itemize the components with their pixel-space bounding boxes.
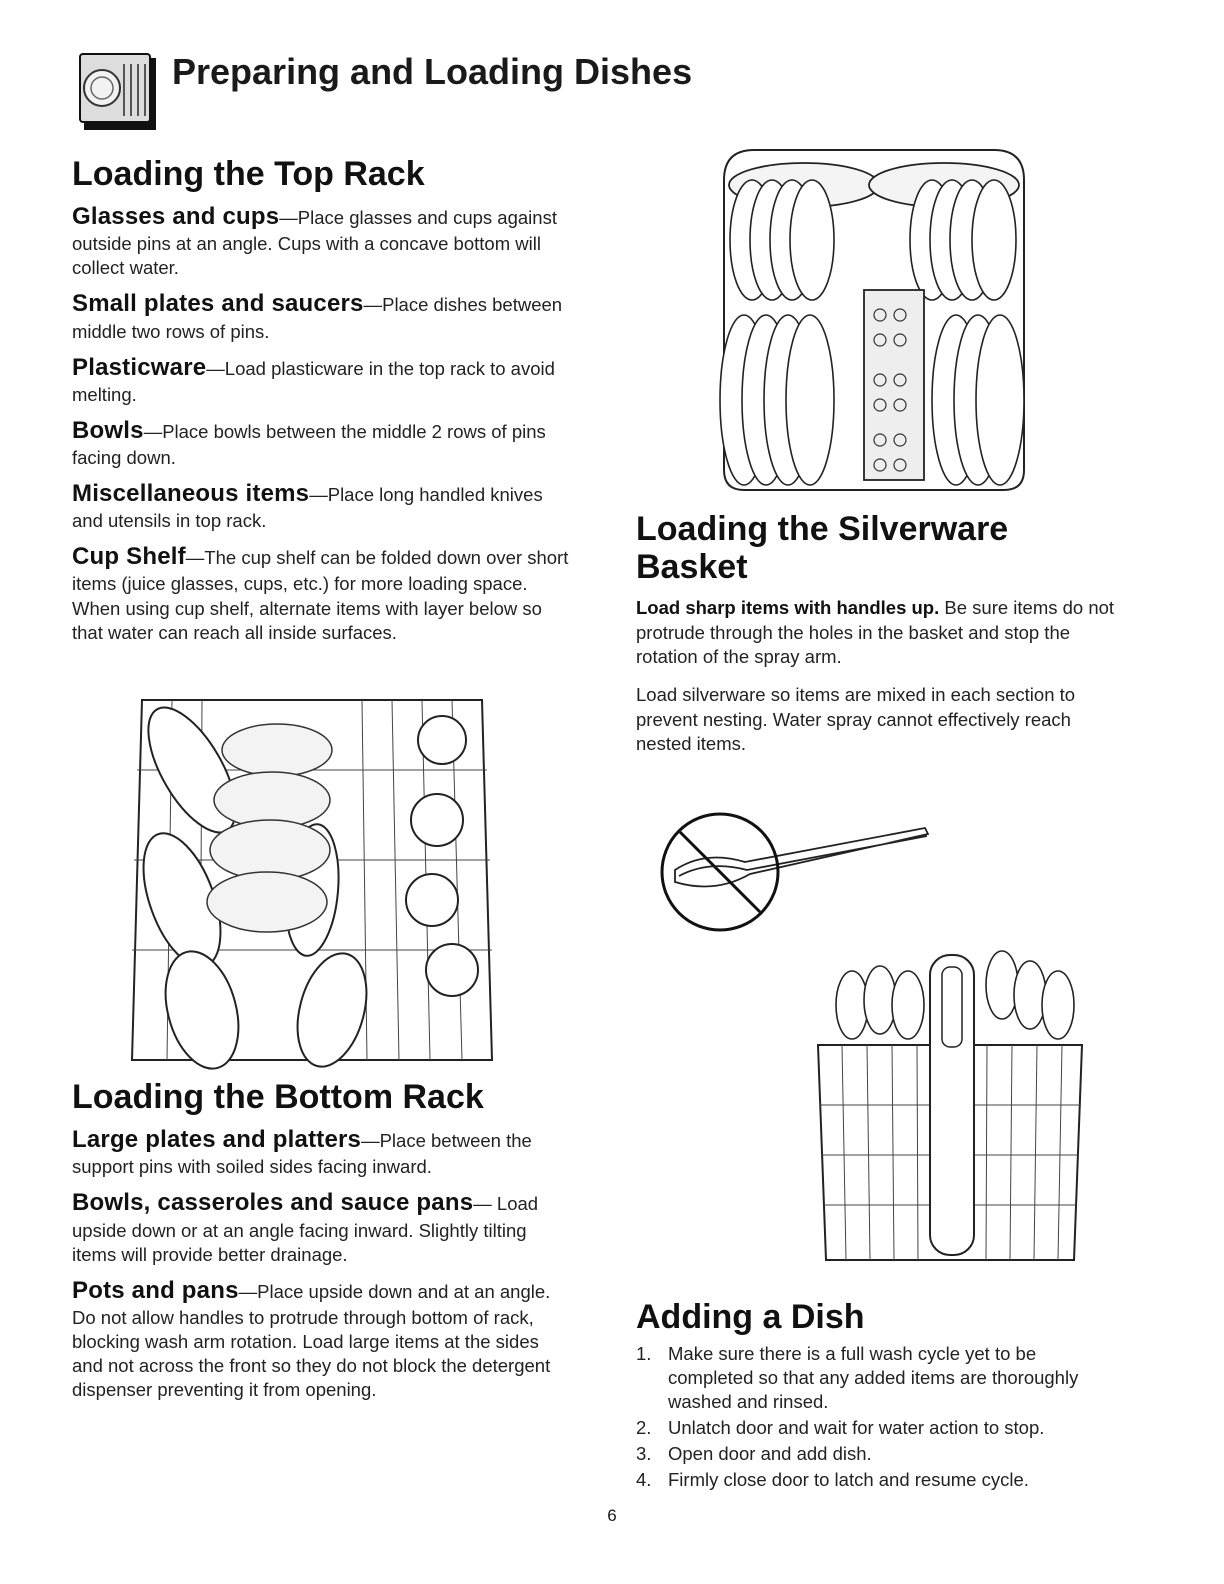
top-rack-heading: Loading the Top Rack [72,155,425,193]
adding-dish-heading: Adding a Dish [636,1298,865,1336]
no-nesting-icon [645,810,945,945]
item-term: Cup Shelf [72,543,186,571]
silverware-lead: Load sharp items with handles up. [636,597,940,619]
item-small-plates [72,288,572,343]
step-text: Unlatch door and wait for water action to stop. [668,1417,1045,1439]
silverware-heading: Loading the Silverware Basket [636,510,1009,587]
page-number: 6 [607,1506,617,1525]
item-term: Large plates and platters [72,1126,362,1154]
item-term: Miscellaneous items [72,480,310,508]
bottom-rack-heading: Loading the Bottom Rack [72,1078,484,1116]
adding-dish-steps [636,1342,1126,1492]
item-text: —Place upside down and at an angle. Do not allow handles to protrude through bottom of rack, blocking wash arm rotation. Load large items at the sides and not across the front so they do not block the detergent dispenser preventing it from opening. [72,1280,551,1400]
item-text: —Load plasticware in the top rack to avoid melting. [72,357,555,405]
item-bowls [72,415,572,470]
item-text: — Load upside down or at an angle facing inward. Slightly tilting items will provide better drainage. [72,1193,539,1265]
dishwasher-rack-icon [78,52,156,132]
item-misc [72,478,572,533]
item-term: Pots and pans [72,1276,239,1304]
item-term: Bowls [72,416,144,444]
step-text: Firmly close door to latch and resume cycle. [668,1469,1029,1491]
list-item [636,1468,1126,1492]
item-plasticware [72,352,572,407]
item-large-plates [72,1124,572,1179]
item-term: Glasses and cups [72,203,280,231]
step-number: 3. [636,1443,652,1465]
list-item [636,1442,1126,1466]
item-term: Bowls, casseroles and sauce pans [72,1189,474,1217]
silverware-paragraph: Load silverware so items are mixed in each section to prevent nesting. Water spray cannot effectively reach nested items. [636,684,1076,755]
item-text: —Place long handled knives and utensils in top rack. [72,484,543,532]
step-number: 4. [636,1469,652,1491]
item-text: —Place bowls between the middle 2 rows of pins facing down. [72,420,546,469]
silverware-basket-illustration [812,945,1092,1280]
bottom-rack-illustration [704,140,1044,505]
list-item [636,1416,1126,1440]
item-pots-pans [72,1275,572,1402]
step-text: Open door and add dish. [668,1443,872,1465]
top-rack-illustration [112,690,512,1075]
page-title: Preparing and Loading Dishes [172,51,693,92]
item-text: —Place dishes between middle two rows of pins. [72,294,563,342]
adding-dish-section [636,1298,1126,1494]
item-glasses-cups [72,201,572,280]
item-term: Plasticware [72,353,207,381]
item-bowls-casseroles [72,1187,572,1266]
item-cup-shelf [72,541,572,644]
silverware-section [636,510,1126,771]
item-term: Small plates and saucers [72,290,364,318]
item-text: —Place glasses and cups against outside pins at an angle. Cups with a concave bottom will collect water. [72,207,557,279]
silverware-lead-text: Be sure items do not protrude through the holes in the basket and stop the rotation of the spray arm. [636,597,1115,667]
top-rack-section [72,155,572,653]
silverware-lead-paragraph [636,596,1126,669]
list-item [636,1342,1126,1414]
step-number: 1. [636,1343,652,1365]
item-text: —Place between the support pins with soiled sides facing inward. [72,1130,532,1178]
item-text: —The cup shelf can be folded down over short items (juice glasses, cups, etc.) for more loading space. When using cup shelf, alternate items with layer below so that water can reach all inside surfaces. [72,547,569,643]
step-text: Make sure there is a full wash cycle yet to be completed so that any added items are thoroughly washed and rinsed. [668,1343,1079,1413]
step-number: 2. [636,1417,652,1439]
bottom-rack-section [72,1078,572,1410]
